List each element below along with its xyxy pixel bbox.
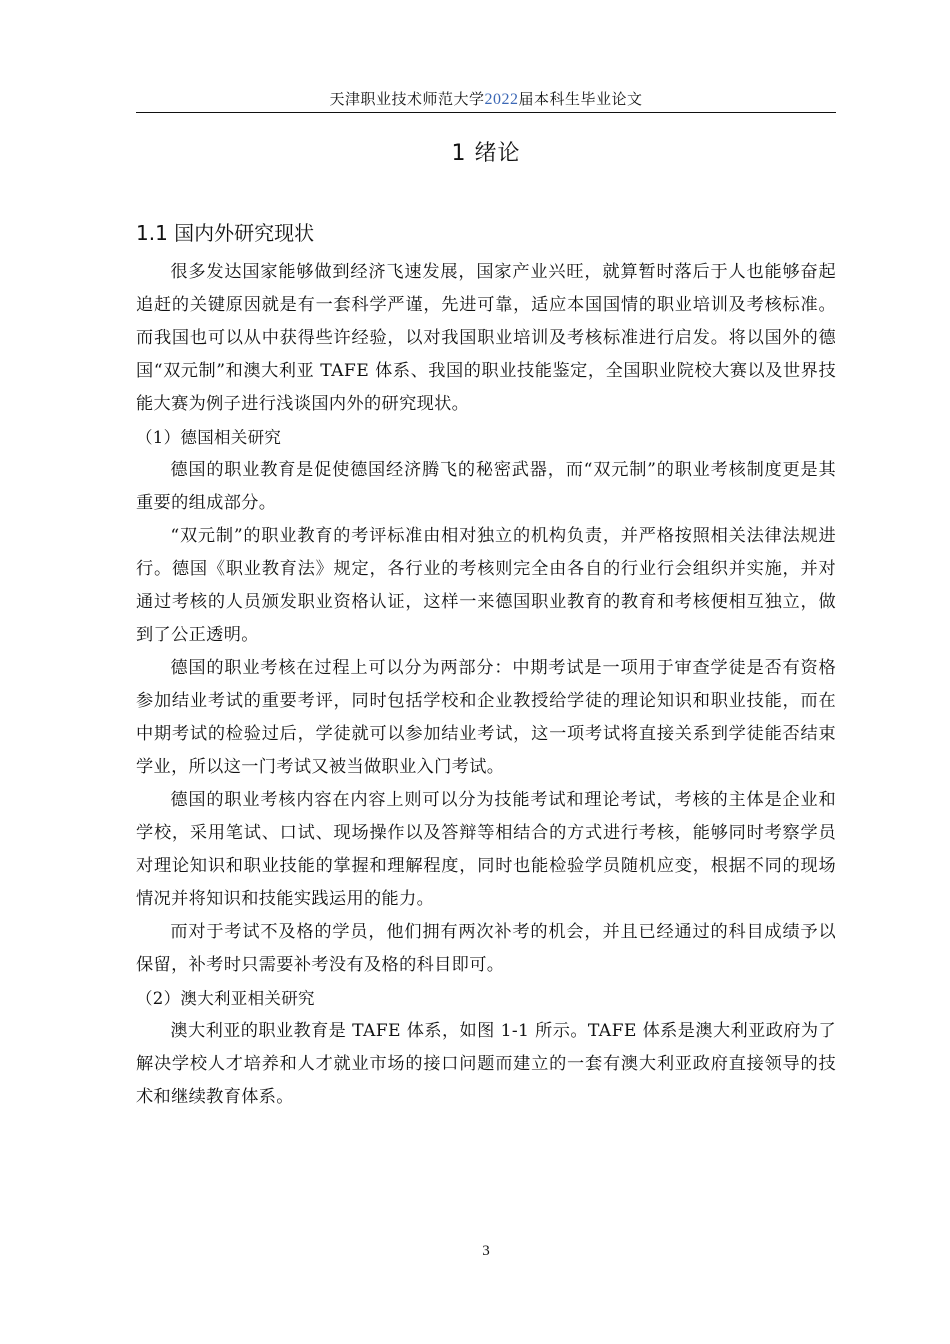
paragraph: 德国的职业考核在过程上可以分为两部分：中期考试是一项用于审查学徒是否有资格参加结业考试的重要考评，同时包括学校和企业教授给学徒的理论知识和职业技能，而在中期考试的检验过后，学徒就可以参加结业考试，这一项考试将直接关系到学徒能否结束学业，所以这一门考试又被当做职业入门考试。 bbox=[136, 658, 836, 777]
paragraph: 澳大利亚的职业教育是 TAFE 体系，如图 1-1 所示。TAFE 体系是澳大利亚政府为了解决学校人才培养和人才就业市场的接口问题而建立的一套有澳大利亚政府直接领导的技术和继续教育体系。 bbox=[136, 1021, 836, 1107]
header-rule bbox=[136, 112, 836, 113]
paragraph: “双元制”的职业教育的考评标准由相对独立的机构负责，并严格按照相关法律法规进行。德国《职业教育法》规定，各行业的考核则完全由各自的行业行会组织并实施，并对通过考核的人员颁发职业资格认证，这样一来德国职业教育的教育和考核便相互独立，做到了公正透明。 bbox=[136, 526, 836, 645]
paragraph: 很多发达国家能够做到经济飞速发展，国家产业兴旺，就算暂时落后于人也能够奋起追赶的关键原因就是有一套科学严谨，先进可靠，适应本国国情的职业培训及考核标准。而我国也可以从中获得些许经验，以对我国职业培训及考核标准进行启发。将以国外的德国“双元制”和澳大利亚 TAFE 体系、我国的职业技能鉴定，全国职业院校大赛以及世界技能大赛为例子进行浅谈国内外的研究现状。 bbox=[136, 262, 836, 414]
body-text bbox=[136, 256, 836, 1114]
subsection-heading-germany: （1）德国相关研究 bbox=[136, 428, 282, 447]
chapter-title: 1 绪论 bbox=[451, 141, 521, 166]
paragraph: 而对于考试不及格的学员，他们拥有两次补考的机会，并且已经通过的科目成绩予以保留，补考时只需要补考没有及格的科目即可。 bbox=[136, 922, 836, 975]
paragraph: 德国的职业教育是促使德国经济腾飞的秘密武器，而“双元制”的职业考核制度更是其重要的组成部分。 bbox=[136, 460, 836, 513]
header-university: 天津职业技术师范大学 bbox=[329, 90, 485, 108]
header-year: 2022 bbox=[484, 91, 519, 108]
subsection-heading-australia: （2）澳大利亚相关研究 bbox=[136, 989, 315, 1008]
paragraph: 德国的职业考核内容在内容上则可以分为技能考试和理论考试，考核的主体是企业和学校，采用笔试、口试、现场操作以及答辩等相结合的方式进行考核，能够同时考察学员对理论知识和职业技能的掌握和理解程度，同时也能检验学员随机应变，根据不同的现场情况并将知识和技能实践运用的能力。 bbox=[136, 790, 836, 909]
section-title: 1.1 国内外研究现状 bbox=[136, 221, 315, 245]
page-number: 3 bbox=[482, 1243, 490, 1259]
header-thesis-label: 届本科生毕业论文 bbox=[518, 90, 643, 108]
running-header bbox=[136, 88, 836, 111]
